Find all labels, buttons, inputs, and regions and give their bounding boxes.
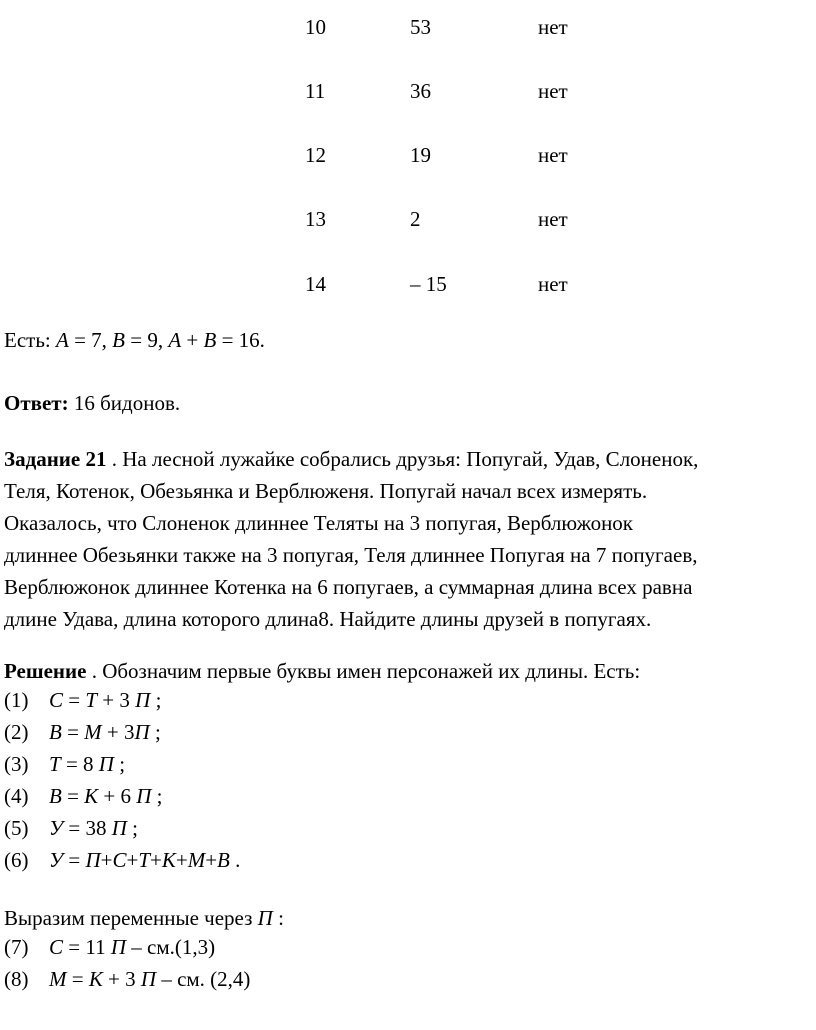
equation-number: (7) (4, 935, 29, 959)
equation-line: (5) У = 38 П ; (4, 816, 138, 840)
solution-line: Решение . Обозначим первые буквы имен персонажей их длины. Есть: (4, 659, 641, 683)
given-line: Есть: A = 7, B = 9, A + B = 16. (4, 328, 265, 352)
row-number: 13 (305, 207, 326, 231)
equation-line: (3) Т = 8 П ; (4, 752, 126, 776)
task-line: длиннее Обезьянки также на 3 попугая, Теля длиннее Попугая на 7 попугаев, (4, 543, 698, 567)
equation-line: (8) М = К + 3 П – см. (2,4) (4, 967, 251, 991)
row-answer: нет (538, 207, 568, 231)
answer-line: Ответ: 16 бидонов. (4, 391, 181, 415)
row-number: 12 (305, 143, 326, 167)
equation-line: (4) В = К + 6 П ; (4, 784, 163, 808)
equation-number: (1) (4, 688, 29, 712)
equation-number: (2) (4, 720, 29, 744)
task-line: длине Удава, длина которого длина8. Найдите длины друзей в попугаях. (4, 607, 652, 631)
equation-line: (2) В = М + 3П ; (4, 720, 161, 744)
equation-number: (5) (4, 816, 29, 840)
row-answer: нет (538, 143, 568, 167)
row-answer: нет (538, 15, 568, 39)
equation-number: (3) (4, 752, 29, 776)
row-number: 14 (305, 272, 326, 296)
row-value: 53 (410, 15, 431, 39)
equation-line: (7) С = 11 П – см.(1,3) (4, 935, 216, 959)
row-answer: нет (538, 79, 568, 103)
row-value: 2 (410, 207, 421, 231)
express-line: Выразим переменные через П : (4, 906, 284, 930)
task-line: Верблюжонок длиннее Котенка на 6 попугаев, а суммарная длина всех равна (4, 575, 693, 599)
equation-line: (6) У = П+С+Т+К+М+В . (4, 848, 241, 872)
equation-number: (6) (4, 848, 29, 872)
task-line: Задание 21 . На лесной лужайке собрались друзья: Попугай, Удав, Слоненок, (4, 447, 699, 471)
row-value: – 15 (410, 272, 447, 296)
task-line: Оказалось, что Слоненок длиннее Теляты на 3 попугая, Верблюжонок (4, 511, 634, 535)
row-answer: нет (538, 272, 568, 296)
task-label: Задание 21 (4, 447, 107, 471)
solution-label: Решение (4, 659, 87, 683)
row-value: 19 (410, 143, 431, 167)
equation-number: (8) (4, 967, 29, 991)
row-number: 10 (305, 15, 326, 39)
row-value: 36 (410, 79, 431, 103)
answer-label: Ответ: (4, 391, 69, 415)
row-number: 11 (305, 79, 326, 103)
equation-line: (1) С = Т + 3 П ; (4, 688, 162, 712)
equation-number: (4) (4, 784, 29, 808)
task-line: Теля, Котенок, Обезьянка и Верблюженя. Попугай начал всех измерять. (4, 479, 648, 503)
